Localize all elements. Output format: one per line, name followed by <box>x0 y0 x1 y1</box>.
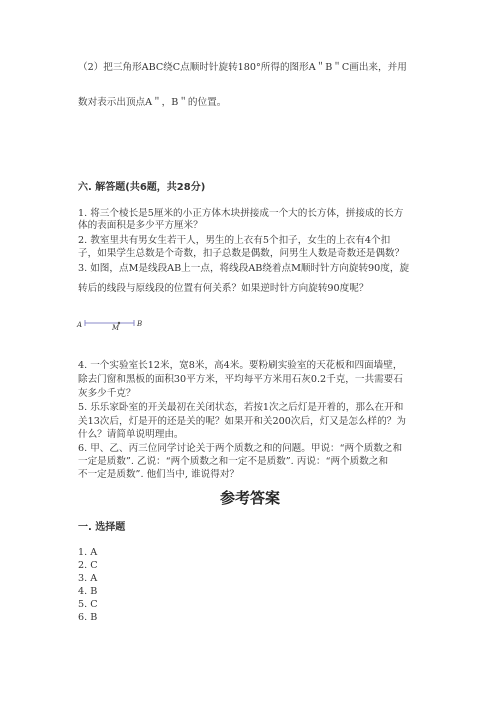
question-text-line: 1. 将三个棱长是5厘米的小正方体木块拼接成一个大的长方体，拼接成的长方 <box>78 208 404 219</box>
question-text-line: 什么？请简单说明理由。 <box>78 429 184 440</box>
answers-section1-heading: 一. 选择题 <box>78 522 126 533</box>
question-text-line: 2. 教室里共有男女生若干人，男生的上衣有5个扣子，女生的上衣有4个扣 <box>78 235 391 246</box>
question-text-line: 关13次后，灯是开的还是关的呢？如果开和关200次后，灯又是怎么样的？为 <box>78 416 406 427</box>
question-text-line: 4. 一个实验室长12米，宽8米，高4米。要粉刷实验室的天花板和四面墙壁， <box>78 360 403 371</box>
question-text-line: 不一定是质数”. 他们当中, 谁说得对？ <box>78 469 240 480</box>
question-text-line: 除去门窗和黑板的面积30平方米，平均每平方米用石灰0.2千克，一共需要石 <box>78 374 403 385</box>
answer-item: 1. A <box>78 547 98 558</box>
question-text-line: （2）把三角形ABC绕C点顺时针旋转180°所得的图形A＂B＂C画出来，并用 <box>78 62 407 73</box>
answer-item: 3. A <box>78 573 98 584</box>
point-b-label: B <box>137 320 143 328</box>
answer-item: 6. B <box>78 612 98 623</box>
question-text-line: 灰多少千克？ <box>78 388 136 399</box>
question-text-line: 子，如果学生总数是个奇数，扣子总数是偶数，问男生人数是奇数还是偶数？ <box>78 248 405 259</box>
answers-title: 参考答案 <box>219 489 280 507</box>
answer-item: 2. C <box>78 560 98 571</box>
question-text-line: 3. 如图，点M是线段AB上一点，将线段AB绕着点M顺时针方向旋转90度，旋 <box>78 263 410 274</box>
answer-item: 5. C <box>78 599 98 610</box>
question-text-line: 体的表面积是多少平方厘米？ <box>78 220 203 231</box>
question-text-line: 5. 乐乐家卧室的开关最初在关闭状态，若按1次之后灯是开着的，那么在开和 <box>78 402 404 413</box>
section6-heading: 六. 解答题(共6题，共28分) <box>78 182 206 193</box>
point-a-label: A <box>77 321 83 329</box>
question-text-line: 6. 甲、乙、丙三位同学讨论关于两个质数之和的问题。甲说：“两个质数之和 <box>78 443 403 454</box>
question-text-line: 转后的线段与原线段的位置有何关系？如果逆时针方向旋转90度呢？ <box>78 283 369 294</box>
segment-ab-figure <box>76 318 156 334</box>
point-m-label: M <box>112 324 120 332</box>
question-text-line: 数对表示出顶点A＂，B＂的位置。 <box>78 97 227 108</box>
answer-item: 4. B <box>78 586 98 597</box>
question-text-line: 一定是质数”. 乙说：“两个质数之和一定不是质数”. 丙说：“两个质数之和 <box>78 456 389 467</box>
